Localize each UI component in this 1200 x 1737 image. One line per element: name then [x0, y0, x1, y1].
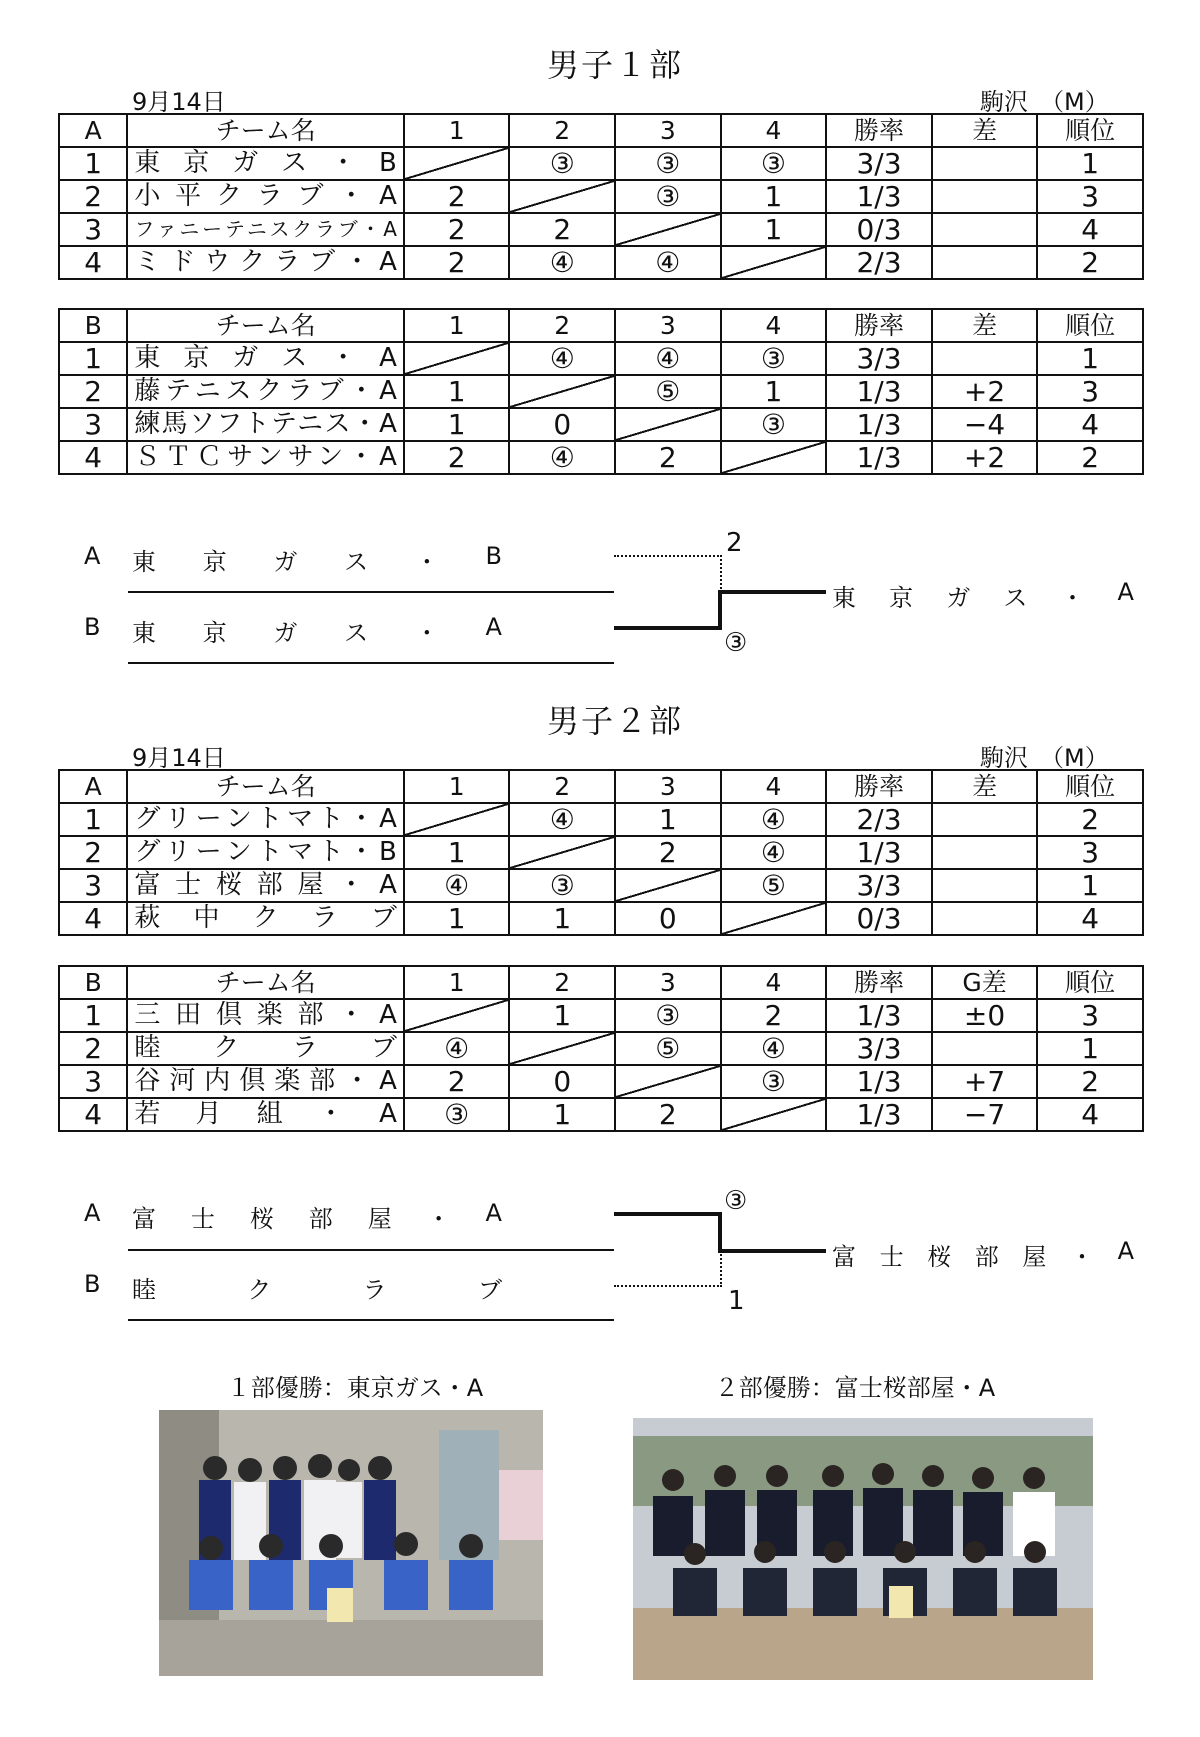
match-score: 1	[404, 408, 510, 441]
table-header-row	[59, 770, 1143, 803]
match-score: 1	[404, 375, 510, 408]
row-number: 1	[59, 999, 127, 1032]
column-header: 2	[509, 770, 615, 803]
match-score: ④	[509, 246, 615, 279]
game-diff	[932, 869, 1038, 902]
bracket-top-score: ③	[724, 1186, 748, 1216]
column-header: 3	[615, 309, 721, 342]
match-score: ④	[509, 441, 615, 474]
bracket-bottom-connector	[614, 1251, 722, 1287]
column-header: チーム名	[127, 114, 404, 147]
section1-title: 男子１部	[546, 46, 683, 84]
rank: 4	[1037, 1098, 1143, 1131]
game-diff	[932, 342, 1038, 375]
team-name: 練馬ソフトテニス・A	[127, 408, 404, 441]
match-score: 2	[615, 441, 721, 474]
match-score: 2	[615, 836, 721, 869]
bracket-bottom-connector-v	[718, 591, 722, 630]
section1-group-a-table	[58, 113, 1144, 280]
team-name: 若月組・A	[127, 1098, 404, 1131]
game-diff: +2	[932, 375, 1038, 408]
bracket-winner: 東 京 ガ ス ・ A	[832, 578, 1134, 612]
column-header: 順位	[1037, 966, 1143, 999]
rank: 4	[1037, 902, 1143, 935]
column-header: 順位	[1037, 770, 1143, 803]
champion-photo-2	[633, 1418, 1093, 1680]
table-row	[59, 246, 1143, 279]
bracket-bottom-team: 睦 ク ラ ブ	[132, 1276, 502, 1304]
game-diff	[932, 902, 1038, 935]
win-rate: 3/3	[826, 342, 932, 375]
table-row	[59, 1098, 1143, 1131]
column-header: 1	[404, 114, 510, 147]
match-score: ③	[721, 1065, 827, 1098]
team-name: 三田倶楽部・A	[127, 999, 404, 1032]
rank: 1	[1037, 147, 1143, 180]
win-rate: 0/3	[826, 902, 932, 935]
column-header: 勝率	[826, 309, 932, 342]
team-name: グリーントマト・A	[127, 803, 404, 836]
win-rate: 1/3	[826, 999, 932, 1032]
match-score: ③	[615, 999, 721, 1032]
bracket-top-underline	[128, 1249, 614, 1251]
team-name: 小平クラブ・A	[127, 180, 404, 213]
table-row	[59, 375, 1143, 408]
section1-venue: 駒沢 （M）	[980, 88, 1109, 116]
bracket-top-label: A	[84, 1199, 101, 1227]
game-diff	[932, 246, 1038, 279]
match-score: ④	[721, 803, 827, 836]
match-score: ④	[404, 1032, 510, 1065]
match-score: 1	[509, 1098, 615, 1131]
diagonal-cell	[721, 441, 827, 474]
win-rate: 1/3	[826, 1065, 932, 1098]
table-row	[59, 441, 1143, 474]
diagonal-cell	[615, 1065, 721, 1098]
match-score: 1	[509, 999, 615, 1032]
table-row	[59, 147, 1143, 180]
win-rate: 1/3	[826, 180, 932, 213]
diagonal-cell	[721, 902, 827, 935]
column-header: 順位	[1037, 309, 1143, 342]
game-diff	[932, 147, 1038, 180]
photo1-caption: １部優勝：東京ガス・A	[226, 1374, 484, 1402]
diagonal-cell	[615, 213, 721, 246]
game-diff	[932, 180, 1038, 213]
game-diff	[932, 803, 1038, 836]
row-number: 3	[59, 408, 127, 441]
match-score: ③	[721, 147, 827, 180]
table-row	[59, 869, 1143, 902]
bracket-bottom-team: 東 京 ガ ス ・ A	[132, 613, 502, 647]
row-number: 2	[59, 375, 127, 408]
row-number: 1	[59, 147, 127, 180]
bracket-bottom-label: B	[84, 1270, 101, 1298]
team-name: 睦クラブ	[127, 1032, 404, 1065]
diagonal-cell	[509, 180, 615, 213]
team-photo-image	[159, 1410, 543, 1676]
win-rate: 2/3	[826, 803, 932, 836]
diagonal-cell	[404, 999, 510, 1032]
column-header: 4	[721, 309, 827, 342]
section2-group-b-table	[58, 965, 1144, 1132]
row-number: 4	[59, 1098, 127, 1131]
game-diff: ±0	[932, 999, 1038, 1032]
column-header: 1	[404, 309, 510, 342]
match-score: 2	[404, 180, 510, 213]
match-score: 2	[404, 213, 510, 246]
column-header: B	[59, 966, 127, 999]
team-name: ファニーテニスクラブ・A	[127, 213, 404, 246]
row-number: 1	[59, 342, 127, 375]
team-name: 東京ガス・B	[127, 147, 404, 180]
row-number: 2	[59, 180, 127, 213]
table-header-row	[59, 114, 1143, 147]
match-score: ④	[615, 246, 721, 279]
bracket-top-score: 2	[726, 528, 743, 558]
match-score: 0	[509, 408, 615, 441]
table-row	[59, 1065, 1143, 1098]
match-score: ④	[509, 342, 615, 375]
bracket-bottom-underline	[128, 662, 614, 664]
team-name: ミドウクラブ・A	[127, 246, 404, 279]
table-row	[59, 342, 1143, 375]
bracket-bottom-label: B	[84, 613, 101, 641]
match-score: 2	[404, 1065, 510, 1098]
bracket-top-team: 東 京 ガ ス ・ B	[132, 542, 502, 576]
table-row	[59, 836, 1143, 869]
bracket-winner: 富 士 桜 部 屋 ・ A	[832, 1237, 1134, 1271]
match-score: 1	[404, 836, 510, 869]
diagonal-cell	[509, 836, 615, 869]
rank: 3	[1037, 999, 1143, 1032]
column-header: 2	[509, 114, 615, 147]
team-name: 藤テニスクラブ・A	[127, 375, 404, 408]
match-score: 2	[615, 1098, 721, 1131]
section1-date: 9月14日	[132, 88, 226, 116]
diagonal-cell	[615, 869, 721, 902]
row-number: 2	[59, 836, 127, 869]
rank: 1	[1037, 1032, 1143, 1065]
win-rate: 2/3	[826, 246, 932, 279]
bracket-winner-line	[718, 1249, 826, 1253]
rank: 2	[1037, 803, 1143, 836]
table-row	[59, 408, 1143, 441]
team-name: 谷河内倶楽部・A	[127, 1065, 404, 1098]
match-score: ③	[721, 342, 827, 375]
rank: 2	[1037, 1065, 1143, 1098]
win-rate: 1/3	[826, 408, 932, 441]
diagonal-cell	[509, 375, 615, 408]
win-rate: 1/3	[826, 441, 932, 474]
column-header: A	[59, 114, 127, 147]
rank: 4	[1037, 408, 1143, 441]
match-score: ③	[615, 180, 721, 213]
win-rate: 1/3	[826, 375, 932, 408]
match-score: 1	[721, 180, 827, 213]
column-header: 3	[615, 770, 721, 803]
column-header: 4	[721, 770, 827, 803]
section2-venue: 駒沢 （M）	[980, 744, 1109, 772]
table-row	[59, 999, 1143, 1032]
bracket-top-team: 富 士 桜 部 屋 ・ A	[132, 1199, 502, 1233]
game-diff: −7	[932, 1098, 1038, 1131]
diagonal-cell	[404, 803, 510, 836]
win-rate: 3/3	[826, 147, 932, 180]
game-diff	[932, 1032, 1038, 1065]
win-rate: 1/3	[826, 836, 932, 869]
game-diff	[932, 836, 1038, 869]
win-rate: 1/3	[826, 1098, 932, 1131]
team-name: 萩中クラブ	[127, 902, 404, 935]
bracket-top-underline	[128, 591, 614, 593]
bracket-top-label: A	[84, 542, 101, 570]
diagonal-cell	[404, 147, 510, 180]
win-rate: 0/3	[826, 213, 932, 246]
match-score: 1	[509, 902, 615, 935]
column-header: 3	[615, 114, 721, 147]
column-header: B	[59, 309, 127, 342]
table-row	[59, 180, 1143, 213]
match-score: ③	[509, 869, 615, 902]
column-header: 3	[615, 966, 721, 999]
diagonal-cell	[721, 246, 827, 279]
match-score: 2	[509, 213, 615, 246]
column-header: 2	[509, 966, 615, 999]
match-score: ⑤	[721, 869, 827, 902]
column-header: 勝率	[826, 114, 932, 147]
column-header: チーム名	[127, 309, 404, 342]
bracket-top-connector-v	[718, 1212, 722, 1252]
match-score: ③	[509, 147, 615, 180]
bracket-bottom-underline	[128, 1319, 614, 1321]
column-header: 差	[932, 309, 1038, 342]
match-score: ④	[404, 869, 510, 902]
team-photo-image	[633, 1418, 1093, 1680]
match-score: ③	[615, 147, 721, 180]
bracket-bottom-score: ③	[724, 628, 748, 658]
match-score: 0	[615, 902, 721, 935]
win-rate: 3/3	[826, 1032, 932, 1065]
row-number: 3	[59, 869, 127, 902]
column-header: G差	[932, 966, 1038, 999]
column-header: チーム名	[127, 770, 404, 803]
column-header: 4	[721, 966, 827, 999]
row-number: 2	[59, 1032, 127, 1065]
match-score: 1	[615, 803, 721, 836]
row-number: 4	[59, 902, 127, 935]
match-score: ④	[615, 342, 721, 375]
column-header: 2	[509, 309, 615, 342]
champion-photo-1	[159, 1410, 543, 1676]
win-rate: 3/3	[826, 869, 932, 902]
rank: 2	[1037, 441, 1143, 474]
section2-title: 男子２部	[546, 702, 683, 740]
rank: 3	[1037, 375, 1143, 408]
match-score: 0	[509, 1065, 615, 1098]
match-score: 1	[404, 902, 510, 935]
column-header: 4	[721, 114, 827, 147]
row-number: 4	[59, 246, 127, 279]
match-score: 2	[404, 246, 510, 279]
bracket-top-connector	[614, 555, 722, 593]
match-score: ④	[721, 1032, 827, 1065]
bracket-bottom-score: 1	[728, 1286, 745, 1316]
column-header: 勝率	[826, 966, 932, 999]
column-header: 順位	[1037, 114, 1143, 147]
match-score: ③	[404, 1098, 510, 1131]
table-header-row	[59, 966, 1143, 999]
match-score: ⑤	[615, 1032, 721, 1065]
game-diff: −4	[932, 408, 1038, 441]
team-name: 東京ガス・A	[127, 342, 404, 375]
row-number: 1	[59, 803, 127, 836]
column-header: 差	[932, 770, 1038, 803]
column-header: 差	[932, 114, 1038, 147]
match-score: 1	[721, 213, 827, 246]
row-number: 3	[59, 213, 127, 246]
team-name: ＳＴＣサンサン・A	[127, 441, 404, 474]
bracket-bottom-connector-h	[614, 626, 722, 630]
row-number: 3	[59, 1065, 127, 1098]
section2-date: 9月14日	[132, 744, 226, 772]
diagonal-cell	[615, 408, 721, 441]
rank: 1	[1037, 869, 1143, 902]
rank: 1	[1037, 342, 1143, 375]
game-diff: +7	[932, 1065, 1038, 1098]
match-score: ③	[721, 408, 827, 441]
diagonal-cell	[404, 342, 510, 375]
diagonal-cell	[721, 1098, 827, 1131]
rank: 4	[1037, 213, 1143, 246]
table-header-row	[59, 309, 1143, 342]
rank: 2	[1037, 246, 1143, 279]
game-diff: +2	[932, 441, 1038, 474]
section1-group-b-table	[58, 308, 1144, 475]
table-row	[59, 803, 1143, 836]
column-header: A	[59, 770, 127, 803]
diagonal-cell	[509, 1032, 615, 1065]
table-row	[59, 902, 1143, 935]
column-header: チーム名	[127, 966, 404, 999]
bracket-top-connector-h	[614, 1212, 722, 1216]
team-name: グリーントマト・B	[127, 836, 404, 869]
bracket-winner-line	[718, 590, 826, 594]
match-score: ⑤	[615, 375, 721, 408]
column-header: 1	[404, 966, 510, 999]
column-header: 勝率	[826, 770, 932, 803]
rank: 3	[1037, 836, 1143, 869]
table-row	[59, 213, 1143, 246]
match-score: ④	[721, 836, 827, 869]
game-diff	[932, 213, 1038, 246]
match-score: 2	[721, 999, 827, 1032]
match-score: 2	[404, 441, 510, 474]
table-row	[59, 1032, 1143, 1065]
rank: 3	[1037, 180, 1143, 213]
match-score: ④	[509, 803, 615, 836]
photo2-caption: ２部優勝：富士桜部屋・A	[714, 1374, 996, 1402]
match-score: 1	[721, 375, 827, 408]
team-name: 富士桜部屋・A	[127, 869, 404, 902]
section2-group-a-table	[58, 769, 1144, 936]
column-header: 1	[404, 770, 510, 803]
row-number: 4	[59, 441, 127, 474]
